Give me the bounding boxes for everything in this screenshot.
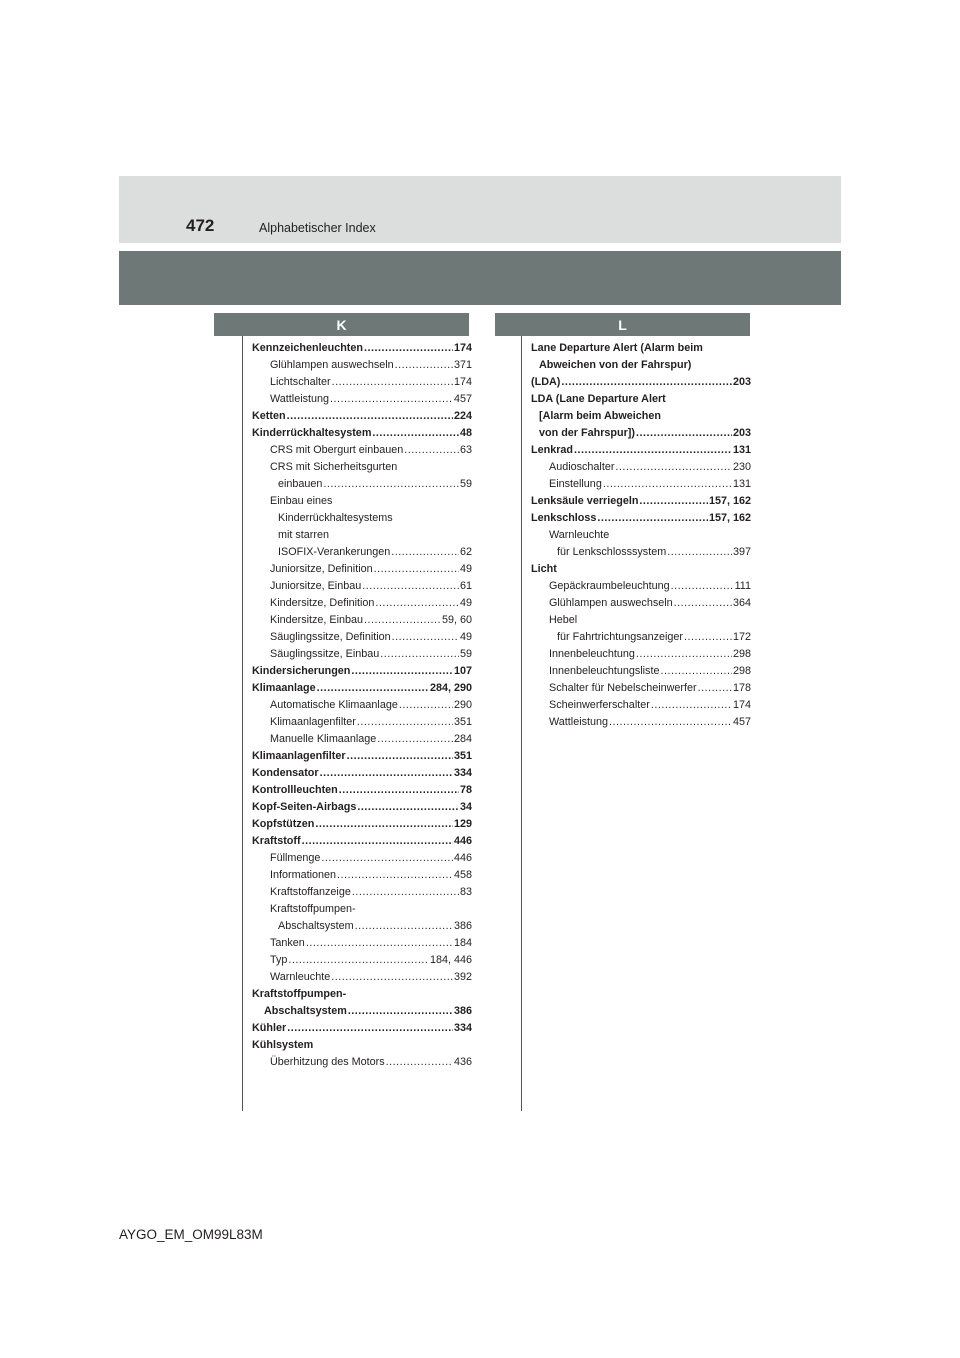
index-column-k — [252, 340, 472, 1071]
page-ref: 49 — [459, 631, 472, 643]
index-term: Audioschalter — [549, 461, 615, 473]
page-ref: 174 — [453, 342, 472, 354]
index-term: Wattleistung — [270, 393, 330, 405]
index-entry — [252, 1054, 472, 1071]
index-term: Hebel — [549, 614, 578, 626]
page-ref: 59, 60 — [441, 614, 472, 626]
page-ref: 49 — [459, 563, 472, 575]
index-term: Juniorsitze, Einbau — [270, 580, 362, 592]
page-number: 472 — [186, 216, 215, 235]
leader-dots — [636, 425, 732, 442]
leader-dots — [615, 459, 732, 476]
page-ref: 446 — [453, 835, 472, 847]
index-entry — [531, 595, 751, 612]
index-entry — [252, 629, 472, 646]
column-divider-right — [521, 336, 522, 1111]
index-entry — [252, 578, 472, 595]
leader-dots — [399, 697, 453, 714]
index-term: Abweichen von der Fahrspur) — [539, 359, 692, 371]
leader-dots — [323, 476, 459, 493]
leader-dots — [332, 374, 453, 391]
page-ref: 174 — [453, 376, 472, 388]
index-entry — [252, 391, 472, 408]
index-entry — [531, 714, 751, 731]
index-term: (LDA) — [531, 376, 561, 388]
page-ref: 392 — [453, 971, 472, 983]
index-term: Kühlsystem — [252, 1039, 314, 1051]
leader-dots — [337, 867, 453, 884]
leader-dots — [639, 493, 708, 510]
leader-dots — [315, 816, 453, 833]
page-ref: 298 — [732, 665, 751, 677]
leader-dots — [391, 544, 459, 561]
leader-dots — [651, 697, 732, 714]
index-entry — [252, 748, 472, 765]
leader-dots — [357, 714, 453, 731]
page-ref: 203 — [732, 427, 751, 439]
index-entry — [252, 816, 472, 833]
leader-dots — [355, 918, 453, 935]
page-ref: 446 — [453, 852, 472, 864]
index-term: CRS mit Sicherheitsgurten — [270, 461, 398, 473]
index-term: für Lenkschlosssystem — [557, 546, 667, 558]
leader-dots — [306, 935, 453, 952]
index-term: Säuglingssitze, Definition — [270, 631, 391, 643]
leader-dots — [377, 731, 453, 748]
page-ref: 284 — [453, 733, 472, 745]
index-term: [Alarm beim Abweichen — [539, 410, 661, 422]
index-term: Abschaltsystem — [278, 920, 354, 932]
column-divider-left — [242, 336, 243, 1111]
leader-dots — [364, 612, 441, 629]
page-ref: 457 — [453, 393, 472, 405]
index-term: Kopfstützen — [252, 818, 315, 830]
index-entry — [252, 595, 472, 612]
page-ref: 436 — [453, 1056, 472, 1068]
index-entry — [252, 850, 472, 867]
index-entry — [531, 663, 751, 680]
index-term: Kühler — [252, 1022, 287, 1034]
index-term: Typ — [270, 954, 288, 966]
page-ref: 224 — [453, 410, 472, 422]
index-entry — [531, 544, 751, 561]
page-ref: 59 — [459, 648, 472, 660]
page-ref: 351 — [453, 750, 472, 762]
index-term: Schalter für Nebelscheinwerfer — [549, 682, 697, 694]
index-term: Klimaanlagenfilter — [270, 716, 356, 728]
index-entry — [252, 561, 472, 578]
index-term: Lenkschloss — [531, 512, 597, 524]
leader-dots — [636, 646, 732, 663]
page-ref: 230 — [732, 461, 751, 473]
index-term: Säuglingssitze, Einbau — [270, 648, 380, 660]
page-ref: 298 — [732, 648, 751, 660]
index-term: Tanken — [270, 937, 305, 949]
index-entry — [252, 544, 472, 561]
leader-dots — [364, 340, 453, 357]
index-entry — [531, 493, 751, 510]
header-band — [119, 176, 841, 243]
page-ref: 172 — [732, 631, 751, 643]
index-term: Kennzeichenleuchten — [252, 342, 363, 354]
page-ref: 174 — [732, 699, 751, 711]
index-entry — [252, 357, 472, 374]
index-entry — [531, 459, 751, 476]
index-column-l — [531, 340, 751, 731]
leader-dots — [372, 425, 459, 442]
index-term: mit starren — [278, 529, 329, 541]
index-entry — [252, 833, 472, 850]
page-ref: 184, 446 — [429, 954, 472, 966]
page-ref: 351 — [453, 716, 472, 728]
leader-dots — [320, 765, 453, 782]
index-term: Lenksäule verriegeln — [531, 495, 639, 507]
leader-dots — [348, 1003, 453, 1020]
index-term: Kontrollleuchten — [252, 784, 338, 796]
leader-dots — [392, 629, 459, 646]
index-term: Gepäckraumbeleuchtung — [549, 580, 670, 592]
index-entry — [252, 782, 472, 799]
index-term: Kinderrückhaltesystems — [278, 512, 393, 524]
leader-dots — [574, 442, 732, 459]
page-ref: 83 — [459, 886, 472, 898]
page-ref: 111 — [734, 580, 751, 592]
leader-dots — [352, 884, 459, 901]
leader-dots — [660, 663, 732, 680]
leader-dots — [603, 476, 732, 493]
index-term: von der Fahrspur]) — [539, 427, 635, 439]
leader-dots — [561, 374, 732, 391]
leader-dots — [362, 578, 459, 595]
index-term: Kraftstoffanzeige — [270, 886, 351, 898]
index-entry — [531, 680, 751, 697]
index-term: Kopf-Seiten-Airbags — [252, 801, 357, 813]
leader-dots — [347, 748, 453, 765]
index-entry — [531, 476, 751, 493]
index-term: Informationen — [270, 869, 337, 881]
index-term: CRS mit Obergurt einbauen — [270, 444, 404, 456]
index-term: Kraftstoffpumpen- — [252, 988, 347, 1000]
page-ref: 457 — [732, 716, 751, 728]
index-entry — [531, 646, 751, 663]
leader-dots — [317, 680, 429, 697]
page-ref: 386 — [453, 1005, 472, 1017]
document-code: AYGO_EM_OM99L83M — [119, 1227, 263, 1242]
leader-dots — [339, 782, 459, 799]
page-ref: 129 — [453, 818, 472, 830]
index-term: ISOFIX-Verankerungen — [278, 546, 391, 558]
index-entry — [252, 731, 472, 748]
index-entry — [252, 799, 472, 816]
index-entry — [252, 935, 472, 952]
index-entry — [252, 1003, 472, 1020]
leader-dots — [698, 680, 732, 697]
page-ref: 62 — [459, 546, 472, 558]
index-term: Wattleistung — [549, 716, 609, 728]
page-ref: 63 — [459, 444, 472, 456]
index-term: Kraftstoffpumpen- — [270, 903, 356, 915]
leader-dots — [287, 1020, 453, 1037]
leader-dots — [380, 646, 459, 663]
index-entry — [531, 442, 751, 459]
index-term: Lane Departure Alert (Alarm beim — [531, 342, 703, 354]
page-ref: 157, 162 — [708, 512, 751, 524]
leader-dots — [357, 799, 459, 816]
index-term: Glühlampen auswechseln — [549, 597, 673, 609]
leader-dots — [288, 952, 429, 969]
page-ref: 178 — [732, 682, 751, 694]
index-entry — [252, 340, 472, 357]
index-entry — [252, 476, 472, 493]
leader-dots — [321, 850, 453, 867]
index-term: Warnleuchte — [549, 529, 610, 541]
index-term: Kindersitze, Einbau — [270, 614, 364, 626]
index-term: Kinderrückhaltesystem — [252, 427, 372, 439]
index-entry — [252, 884, 472, 901]
index-term: Füllmenge — [270, 852, 321, 864]
letter-tab-l: L — [495, 313, 750, 336]
leader-dots — [395, 357, 453, 374]
index-entry — [252, 612, 472, 629]
index-term: Kindersicherungen — [252, 665, 351, 677]
page-ref: 61 — [459, 580, 472, 592]
index-term: Automatische Klimaanlage — [270, 699, 398, 711]
index-term: Kraftstoff — [252, 835, 301, 847]
page-ref: 386 — [453, 920, 472, 932]
leader-dots — [374, 561, 459, 578]
index-term: Innenbeleuchtung — [549, 648, 635, 660]
page-ref: 284, 290 — [429, 682, 472, 694]
index-term: Einbau eines — [270, 495, 333, 507]
header-dark-band — [119, 251, 841, 305]
page-ref: 290 — [453, 699, 472, 711]
leader-dots — [386, 1054, 453, 1071]
index-term: Warnleuchte — [270, 971, 331, 983]
index-entry — [531, 374, 751, 391]
index-entry — [252, 408, 472, 425]
page-ref: 78 — [459, 784, 472, 796]
index-term: Ketten — [252, 410, 286, 422]
index-entry — [252, 663, 472, 680]
index-term: Manuelle Klimaanlage — [270, 733, 377, 745]
leader-dots — [330, 391, 453, 408]
index-term: Licht — [531, 563, 557, 575]
page-ref: 131 — [732, 444, 751, 456]
index-entry — [531, 697, 751, 714]
leader-dots — [667, 544, 732, 561]
page-ref: 49 — [459, 597, 472, 609]
leader-dots — [351, 663, 453, 680]
page-ref: 458 — [453, 869, 472, 881]
index-term: Lichtschalter — [270, 376, 331, 388]
index-entry — [252, 425, 472, 442]
leader-dots — [331, 969, 453, 986]
index-entry — [252, 680, 472, 697]
index-entry — [252, 1020, 472, 1037]
index-entry — [531, 629, 751, 646]
letter-tab-k: K — [214, 313, 469, 336]
index-term: Glühlampen auswechseln — [270, 359, 394, 371]
page-ref: 131 — [732, 478, 751, 490]
index-entry — [531, 578, 751, 595]
index-entry — [252, 374, 472, 391]
page-ref: 184 — [453, 937, 472, 949]
leader-dots — [671, 578, 734, 595]
page-ref: 364 — [732, 597, 751, 609]
index-term: Scheinwerferschalter — [549, 699, 650, 711]
index-entry — [252, 867, 472, 884]
index-term: Lenkrad — [531, 444, 574, 456]
page-ref: 48 — [459, 427, 472, 439]
page-ref: 397 — [732, 546, 751, 558]
index-entry — [531, 510, 751, 527]
index-term: Innenbeleuchtungsliste — [549, 665, 660, 677]
index-term: Klimaanlage — [252, 682, 316, 694]
index-entry — [531, 425, 751, 442]
page-ref: 334 — [453, 1022, 472, 1034]
index-entry — [252, 918, 472, 935]
index-term: Kindersitze, Definition — [270, 597, 375, 609]
index-term: einbauen — [278, 478, 323, 490]
page-ref: 334 — [453, 767, 472, 779]
leader-dots — [674, 595, 732, 612]
page-ref: 59 — [459, 478, 472, 490]
leader-dots — [684, 629, 732, 646]
index-entry — [252, 697, 472, 714]
section-title: Alphabetischer Index — [259, 221, 376, 235]
index-entry — [252, 765, 472, 782]
leader-dots — [302, 833, 453, 850]
leader-dots — [404, 442, 459, 459]
index-entry — [252, 714, 472, 731]
index-term: Kondensator — [252, 767, 319, 779]
page-ref: 203 — [732, 376, 751, 388]
page-ref: 157, 162 — [708, 495, 751, 507]
index-term: für Fahrtrichtungsanzeiger — [557, 631, 684, 643]
index-term: Einstellung — [549, 478, 602, 490]
page-ref: 371 — [453, 359, 472, 371]
index-entry — [252, 969, 472, 986]
index-term: Juniorsitze, Definition — [270, 563, 373, 575]
index-entry — [252, 952, 472, 969]
leader-dots — [609, 714, 732, 731]
page-ref: 107 — [453, 665, 472, 677]
leader-dots — [375, 595, 459, 612]
index-term: Überhitzung des Motors — [270, 1056, 385, 1068]
index-term: Klimaanlagenfilter — [252, 750, 346, 762]
index-entry — [252, 646, 472, 663]
index-term: LDA (Lane Departure Alert — [531, 393, 666, 405]
index-entry — [252, 442, 472, 459]
page-ref: 34 — [459, 801, 472, 813]
leader-dots — [287, 408, 453, 425]
leader-dots — [597, 510, 708, 527]
index-term: Abschaltsystem — [264, 1005, 347, 1017]
